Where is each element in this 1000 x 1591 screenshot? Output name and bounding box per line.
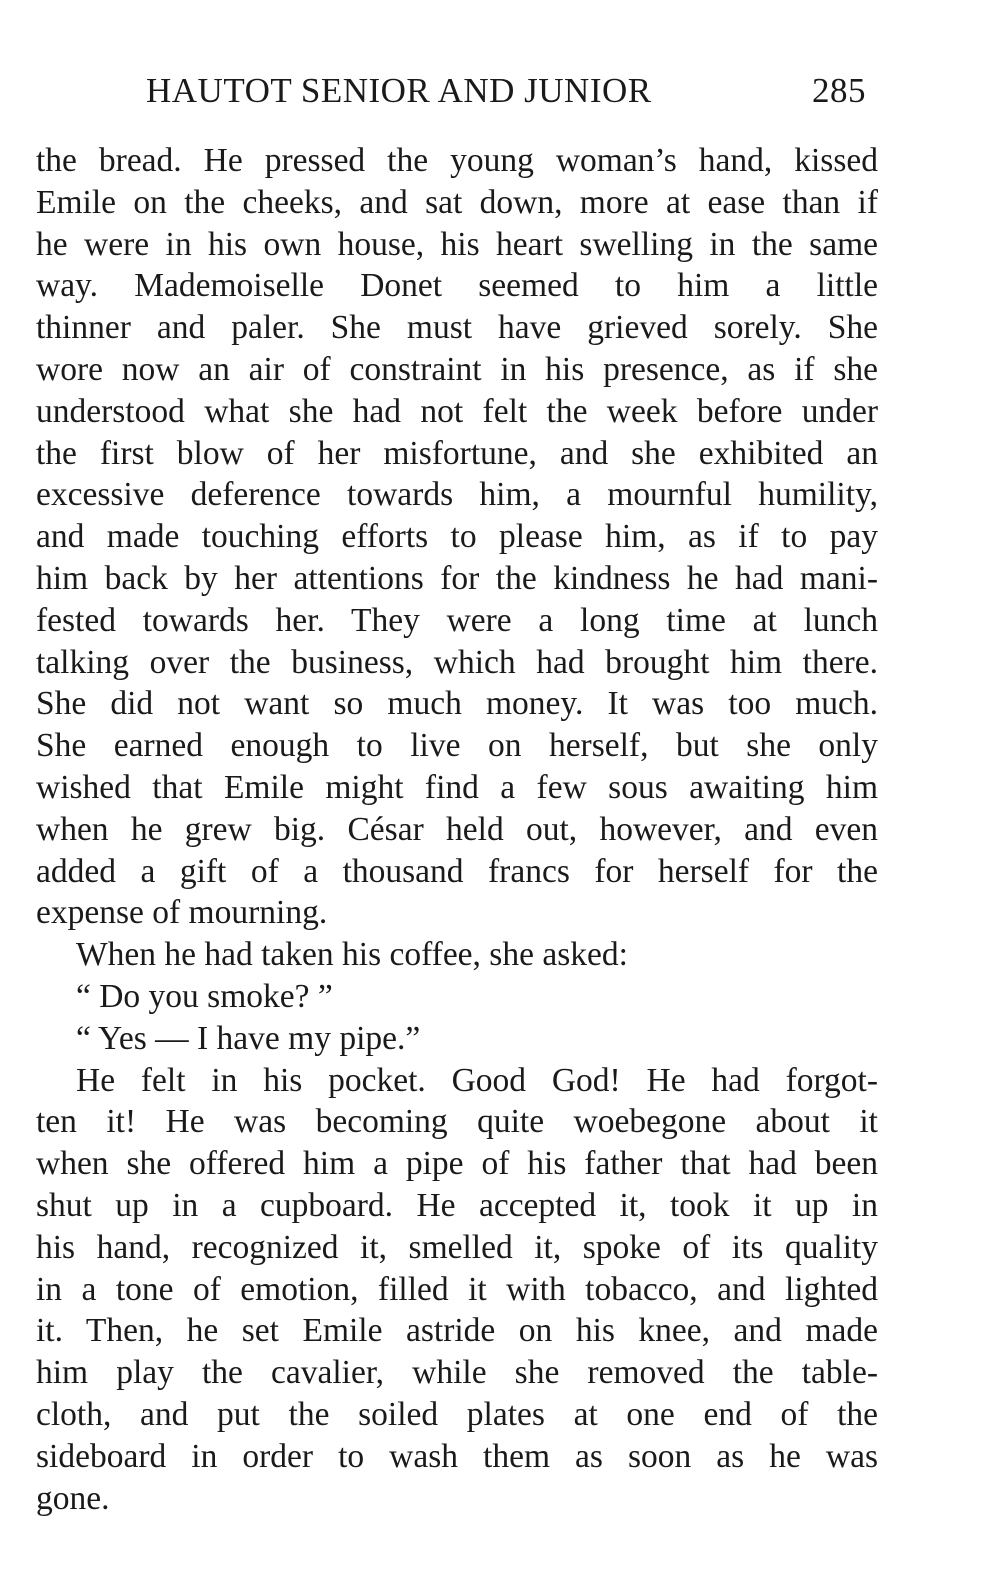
text-line: him back by her attentions for the kindness he had mani- bbox=[36, 559, 878, 597]
text-line: “ Yes — I have my pipe.” bbox=[76, 1019, 421, 1057]
text-line: thinner and paler. She must have grieved sorely. She bbox=[36, 309, 878, 347]
text-line: it. Then, he set Emile astride on his knee, and made bbox=[36, 1312, 878, 1350]
text-line: He felt in his pocket. Good God! He had forgot- bbox=[76, 1061, 878, 1099]
text-line: excessive deference towards him, a mournful humility, bbox=[36, 476, 878, 514]
text-line: added a gift of a thousand francs for herself for the bbox=[36, 852, 878, 890]
body-text bbox=[36, 140, 878, 1519]
text-line: “ Do you smoke? ” bbox=[76, 977, 333, 1015]
text-line: fested towards her. They were a long time at lunch bbox=[36, 601, 878, 639]
text-line: him play the cavalier, while she removed the table- bbox=[36, 1354, 878, 1392]
page-number: 285 bbox=[812, 71, 866, 110]
text-line: wore now an air of constraint in his presence, as if she bbox=[36, 350, 878, 388]
text-line: understood what she had not felt the week before under bbox=[36, 392, 878, 430]
text-line: wished that Emile might find a few sous awaiting him bbox=[36, 768, 878, 806]
text-line: ten it! He was becoming quite woebegone about it bbox=[36, 1103, 878, 1141]
text-line: talking over the business, which had brought him there. bbox=[36, 643, 878, 681]
text-line: sideboard in order to wash them as soon as he was bbox=[36, 1437, 878, 1475]
text-line: in a tone of emotion, filled it with tobacco, and lighted bbox=[36, 1270, 878, 1308]
text-line: he were in his own house, his heart swelling in the same bbox=[36, 225, 878, 263]
text-line: his hand, recognized it, smelled it, spoke of its quality bbox=[36, 1228, 878, 1266]
running-title: HAUTOT SENIOR AND JUNIOR bbox=[146, 71, 652, 110]
text-line: way. Mademoiselle Donet seemed to him a little bbox=[36, 267, 878, 305]
text-line: She earned enough to live on herself, but she only bbox=[36, 727, 878, 765]
text-line: when she offered him a pipe of his father that had been bbox=[36, 1145, 878, 1183]
text-line: when he grew big. César held out, however, and even bbox=[36, 810, 878, 848]
text-line: expense of mourning. bbox=[36, 894, 328, 932]
text-line: the bread. He pressed the young woman’s hand, kissed bbox=[36, 142, 878, 179]
text-line: Emile on the cheeks, and sat down, more at ease than if bbox=[36, 183, 878, 221]
text-line: When he had taken his coffee, she asked: bbox=[76, 936, 628, 974]
text-line: cloth, and put the soiled plates at one end of the bbox=[36, 1395, 878, 1433]
text-line: gone. bbox=[36, 1479, 110, 1517]
text-line: the first blow of her misfortune, and she exhibited an bbox=[36, 434, 878, 472]
running-head bbox=[0, 66, 1000, 116]
text-line: shut up in a cupboard. He accepted it, took it up in bbox=[36, 1186, 878, 1224]
text-line: She did not want so much money. It was too much. bbox=[36, 685, 878, 723]
text-line: and made touching efforts to please him, as if to pay bbox=[36, 518, 878, 556]
